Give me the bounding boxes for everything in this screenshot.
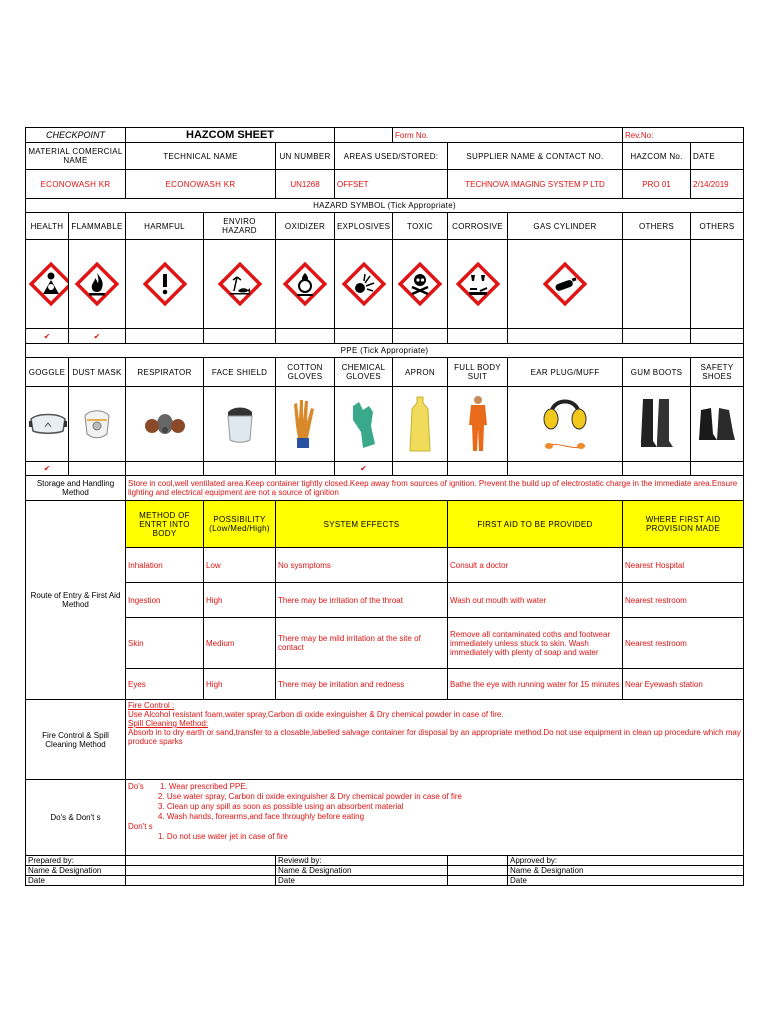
supplier-header: SUPPLIER NAME & CONTACT NO. xyxy=(448,143,623,170)
route-first-aid: Wash out mouth with water xyxy=(448,583,623,618)
date-value: 2/14/2019 xyxy=(691,170,744,199)
route-effects: There may be mild irritation at the site of contact xyxy=(276,618,448,669)
hazcom-no-value: PRO 01 xyxy=(623,170,691,199)
hazard-label: HEALTH xyxy=(26,213,69,240)
health-tick: ✔ xyxy=(26,329,69,344)
route-method: Eyes xyxy=(126,669,204,700)
dust-mask-icon xyxy=(69,387,126,462)
route-header-method: METHOD OF ENTRT INTO BODY xyxy=(126,501,204,548)
safety-shoes-icon xyxy=(691,387,744,462)
donts-heading: Don't s xyxy=(128,822,153,831)
route-where: Nearest restroom xyxy=(623,618,744,669)
prepared-by-label: Prepared by: xyxy=(26,856,126,866)
ppe-label: GUM BOOTS xyxy=(623,358,691,387)
route-possibility: High xyxy=(204,669,276,700)
health-hazard-icon xyxy=(26,240,69,329)
hazard-label: EXPLOSIVES xyxy=(335,213,393,240)
gas-cylinder-icon xyxy=(508,240,623,329)
route-method: Inhalation xyxy=(126,548,204,583)
chemical-gloves-tick: ✔ xyxy=(335,462,393,476)
approved-name-designation: Name & Designation xyxy=(508,866,744,876)
un-number-value: UN1268 xyxy=(276,170,335,199)
route-effects: No sysmptoms xyxy=(276,548,448,583)
route-header-first-aid: FIRST AID TO BE PROVIDED xyxy=(448,501,623,548)
fire-control-text: Use Alcohol resistant foam,water spray,Carbon di oxide exinguisher & Dry chemical powder in case of fire. xyxy=(128,710,504,719)
route-method: Skin xyxy=(126,618,204,669)
dos-heading: Do's xyxy=(128,782,144,791)
hazard-label: HARMFUL xyxy=(126,213,204,240)
gum-boots-icon xyxy=(623,387,691,462)
prepared-name-designation: Name & Designation xyxy=(26,866,126,876)
rev-no-label: Rev.No: xyxy=(623,128,744,143)
storage-label: Storage and Handling Method xyxy=(26,476,126,501)
route-of-entry-label: Route of Entry & First Aid Method xyxy=(26,501,126,700)
route-possibility: Medium xyxy=(204,618,276,669)
dos-item: 2. Use water spray, Carbon di oxide exinguisher & Dry chemical powder in case of fire xyxy=(158,792,463,801)
hazcom-no-header: HAZCOM No. xyxy=(623,143,691,170)
route-header-possibility: POSSIBILITY (Low/Med/High) xyxy=(204,501,276,548)
approved-date: Date xyxy=(508,876,744,886)
dos-item: 1. Wear prescribed PPE. xyxy=(160,782,248,791)
cotton-gloves-icon xyxy=(276,387,335,462)
route-first-aid: Bathe the eye with running water for 15 minutes xyxy=(448,669,623,700)
dos-item: 4. Wash hands, forearms,and face throughly before eating xyxy=(158,812,365,821)
technical-name-header: TECHNICAL NAME xyxy=(126,143,276,170)
flame-icon xyxy=(69,240,126,329)
reviewed-by-label: Reviewd by: xyxy=(276,856,448,866)
route-where: Nearest restroom xyxy=(623,583,744,618)
date-header: DATE xyxy=(691,143,744,170)
route-where: Nearest Hospital xyxy=(623,548,744,583)
route-first-aid: Remove all contaminated coths and footwear immediately unless stuck to skin. Wash immediately with plenty of soap and water xyxy=(448,618,623,669)
environment-icon xyxy=(204,240,276,329)
ppe-label: APRON xyxy=(393,358,448,387)
supplier-value: TECHNOVA IMAGING SYSTEM P LTD xyxy=(448,170,623,199)
hazcom-sheet-table xyxy=(25,127,744,886)
route-effects: There may be irritation and redness xyxy=(276,669,448,700)
corrosive-icon xyxy=(448,240,508,329)
dos-donts-label: Do's & Don't s xyxy=(26,780,126,856)
face-shield-icon xyxy=(204,387,276,462)
technical-name-value: ECONOWASH KR xyxy=(126,170,276,199)
apron-icon xyxy=(393,387,448,462)
storage-text: Store in cool,well ventilated area.Keep container tightly closed.Keep away from sources of ignition. Prevent the build up of electrostatic charge in the immediate area.Ensure lighting and electrical equipment are not a source of ignition xyxy=(126,476,744,501)
exclamation-icon xyxy=(126,240,204,329)
spill-cleaning-heading: Spill Cleaning Method: xyxy=(128,719,209,728)
hazard-label: OXIDIZER xyxy=(276,213,335,240)
ppe-label: FACE SHIELD xyxy=(204,358,276,387)
explosive-icon xyxy=(335,240,393,329)
hazard-label: FLAMMABLE xyxy=(69,213,126,240)
areas-value: OFFSET xyxy=(335,170,448,199)
ppe-label: EAR PLUG/MUFF xyxy=(508,358,623,387)
donts-item: 1. Do not use water jet in case of fire xyxy=(158,832,288,841)
un-number-header: UN NUMBER xyxy=(276,143,335,170)
ppe-label: RESPIRATOR xyxy=(126,358,204,387)
goggle-tick: ✔ xyxy=(26,462,69,476)
material-name-value: ECONOWASH KR xyxy=(26,170,126,199)
approved-by-label: Approved by: xyxy=(508,856,744,866)
oxidizer-icon xyxy=(276,240,335,329)
ppe-label: COTTON GLOVES xyxy=(276,358,335,387)
chemical-gloves-icon xyxy=(335,387,393,462)
reviewed-date: Date xyxy=(276,876,448,886)
route-method: Ingestion xyxy=(126,583,204,618)
ppe-label: GOGGLE xyxy=(26,358,69,387)
route-first-aid: Consult a doctor xyxy=(448,548,623,583)
hazard-label: OTHERS xyxy=(623,213,691,240)
hazard-label: CORROSIVE xyxy=(448,213,508,240)
route-effects: There may be irritation of the throat xyxy=(276,583,448,618)
full-body-suit-icon xyxy=(448,387,508,462)
route-possibility: High xyxy=(204,583,276,618)
spill-cleaning-text: Absorb in to dry earth or sand,transfer to a closable,labelled salvage container for disposal by an appropriate method.Do not use equipment in clean up procedure which may produce sparks xyxy=(128,728,741,746)
hazard-section-title: HAZARD SYMBOL (Tick Appropriate) xyxy=(26,199,744,213)
dos-item: 3. Clean up any spill as soon as possible using an absorbent material xyxy=(158,802,404,811)
ppe-label: SAFETY SHOES xyxy=(691,358,744,387)
hazard-label: GAS CYLINDER xyxy=(508,213,623,240)
checkpoint-label: CHECKPOINT xyxy=(26,128,126,143)
ear-muff-icon xyxy=(508,387,623,462)
ppe-label: CHEMICAL GLOVES xyxy=(335,358,393,387)
ppe-label: FULL BODY SUIT xyxy=(448,358,508,387)
skull-icon xyxy=(393,240,448,329)
fire-control-heading: Fire Control : xyxy=(128,701,175,710)
route-header-where: WHERE FIRST AID PROVISION MADE xyxy=(623,501,744,548)
goggle-icon xyxy=(26,387,69,462)
areas-header: AREAS USED/STORED: xyxy=(335,143,448,170)
hazard-label: TOXIC xyxy=(393,213,448,240)
prepared-date: Date xyxy=(26,876,126,886)
sheet-title: HAZCOM SHEET xyxy=(126,128,335,143)
fire-control-label: Fire Control & Spill Cleaning Method xyxy=(26,700,126,780)
form-no-label: Form No. xyxy=(393,128,623,143)
hazard-label: OTHERS xyxy=(691,213,744,240)
respirator-icon xyxy=(126,387,204,462)
hazard-label: ENVIRO HAZARD xyxy=(204,213,276,240)
route-header-effects: SYSTEM EFFECTS xyxy=(276,501,448,548)
route-where: Near Eyewash station xyxy=(623,669,744,700)
reviewed-name-designation: Name & Designation xyxy=(276,866,448,876)
route-possibility: Low xyxy=(204,548,276,583)
flammable-tick: ✔ xyxy=(69,329,126,344)
ppe-section-title: PPE (Tick Appropriate) xyxy=(26,344,744,358)
material-name-header: MATERIAL COMERCIAL NAME xyxy=(26,143,126,170)
ppe-label: DUST MASK xyxy=(69,358,126,387)
